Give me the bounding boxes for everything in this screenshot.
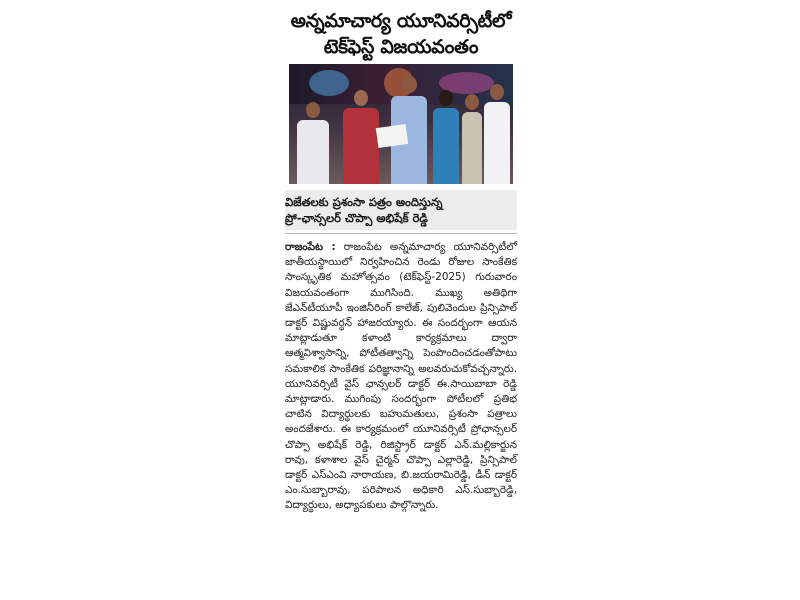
article-body	[285, 240, 517, 514]
certificate	[376, 124, 408, 148]
person-5	[461, 94, 483, 184]
person-4	[431, 90, 461, 184]
news-clipping	[285, 8, 517, 514]
person-2	[341, 88, 381, 184]
divider	[285, 233, 517, 234]
person-1	[295, 98, 331, 184]
caption-line-2: ప్రో-ఛాన్సలర్ చొప్పా అభిషేక్ రెడ్డి	[285, 211, 428, 225]
headline-line-1: అన్నమాచార్య యూనివర్సిటీలో	[290, 10, 512, 32]
caption-line-1: విజేతలకు ప్రశంసా పత్రం అందిస్తున్న	[285, 195, 443, 209]
headline-line-2: టెక్‌ఫెస్ట్ విజయవంతం	[323, 36, 479, 58]
person-6	[483, 84, 511, 184]
dateline: రాజంపేట :	[285, 241, 336, 253]
photo-caption	[285, 190, 517, 230]
event-photo	[289, 64, 513, 184]
article-text: రాజంపేట అన్నమాచార్య యూనివర్సిటీలో జాతీయస్థాయిలో నిర్వహించిన రెండు రోజుల సాంకేతిక సాంస్కృతిక మహోత్సవం (టెక్‌ఫెస్ట్-2025) గురువారం విజయవంతంగా ముగిసింది. ముఖ్య అతిథిగా జేఎన్‌టీయూపీ ఇంజినీరింగ్ కాలేజ్, పులివెందుల ప్రిన్సిపాల్ డాక్టర్ విష్ణువర్ధన్ హాజరయ్యారు. ఈ సందర్భంగా ఆయన మాట్లాడుతూ కళాంటి కార్యక్రమాలు ద్వారా ఆత్మవిశ్వాసాన్ని, పోటీతత్వాన్ని పెంపొందించడంతోపాటు సమకాలిక సాంకేతిక పరిజ్ఞానాన్ని అలవరుచుకోవచ్చన్నారు. యూనివర్సిటీ వైస్ ఛాన్సలర్ డాక్టర్ ఈ.సాయిబాబా రెడ్డి మాట్లాడారు. ముగింపు సందర్భంగా పోటీలలో ప్రతిభ చాటిన విద్యార్థులకు బహుమతులు, ప్రశంసా పత్రాలు అందజేశారు. ఈ కార్యక్రమంలో యూనివర్సిటీ ప్రోఛాన్సలర్ చొప్పా అభిషేక్ రెడ్డి, రిజిస్ట్రార్ డాక్టర్ ఎన్.మల్లికార్జున రావు, కళాశాల వైస్ చైర్మన్ చొప్పా ఎల్లారెడ్డి, ప్రిన్సిపాల్ డాక్టర్ ఎస్ఎంవి నారాయణ, బి.జయరామిరెడ్డి, డీన్ డాక్టర్ ఎం.సుబ్బారావు, పరిపాలన అధికారి ఎస్.సుబ్బారెడ్డి, విద్యార్థులు, అధ్యాపకులు పాల్గొన్నారు.	[285, 241, 517, 512]
headline	[285, 8, 517, 60]
